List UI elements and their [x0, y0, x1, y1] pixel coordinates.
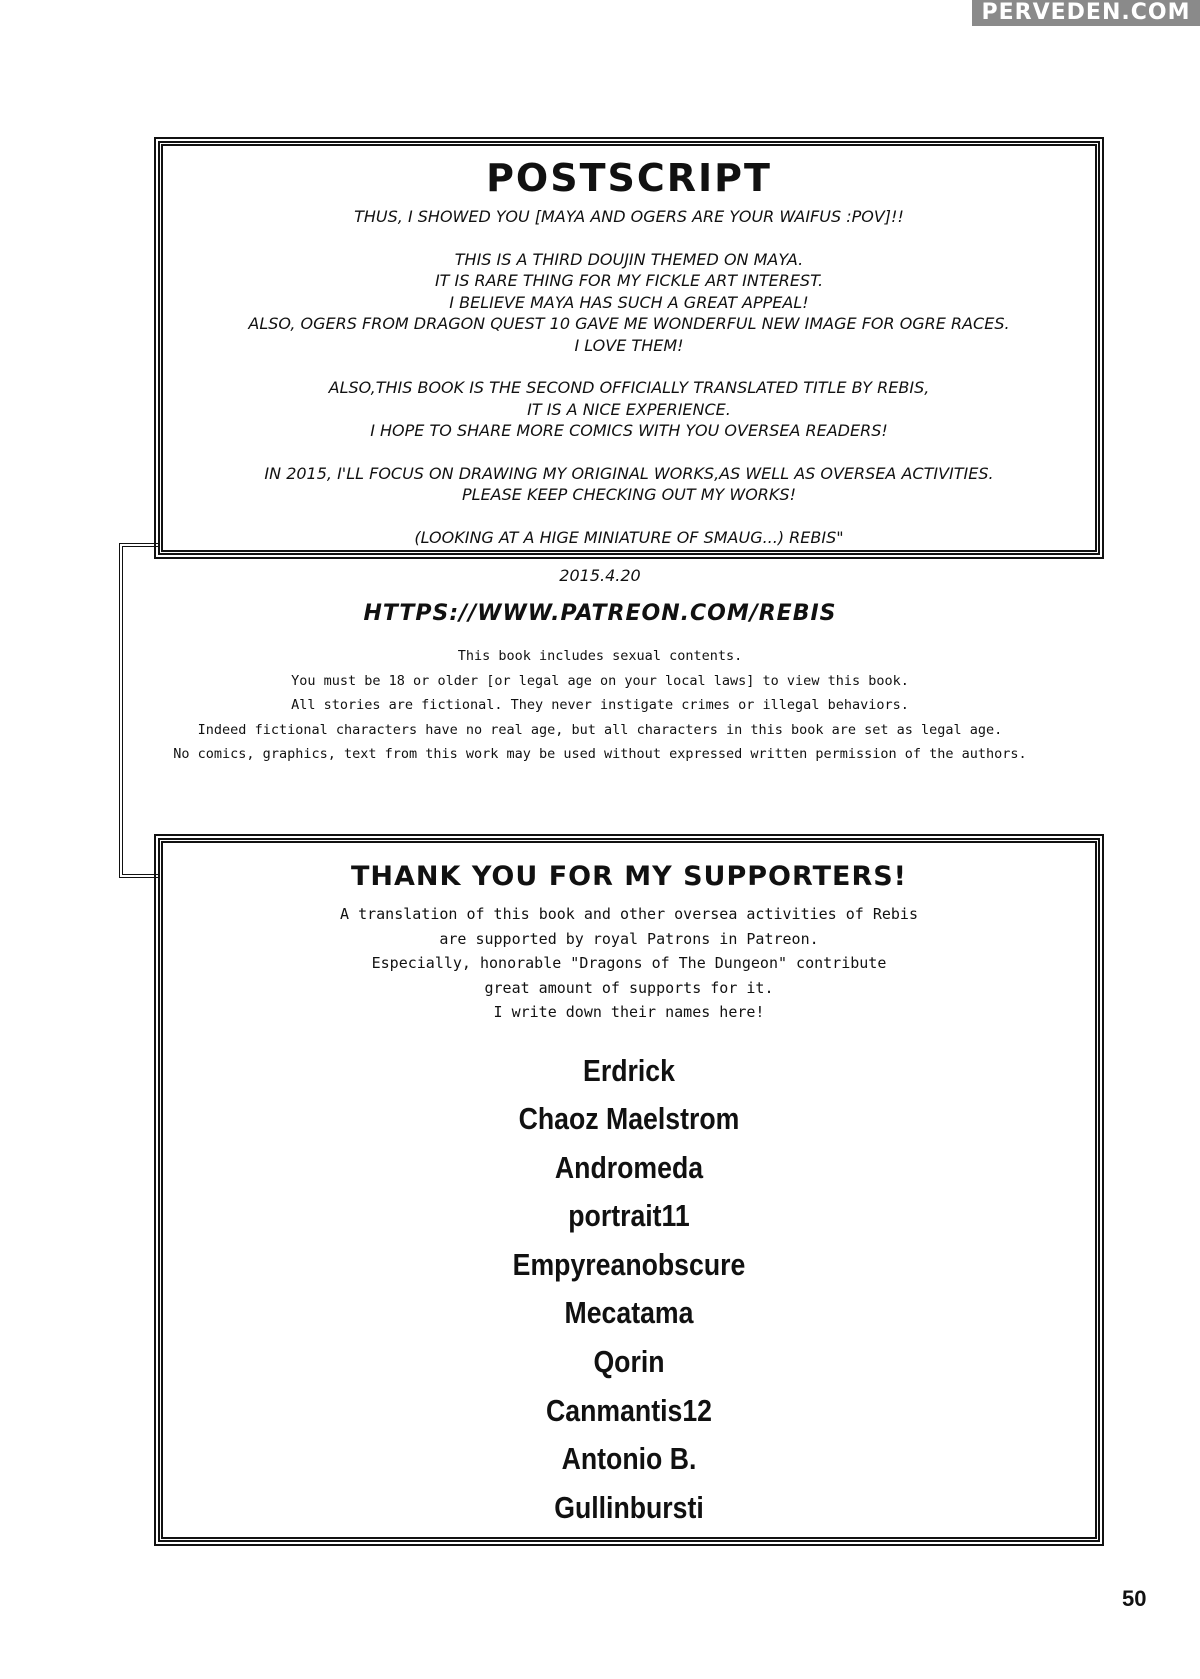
- postscript-date: 2015.4.20: [559, 566, 641, 585]
- supporter-name: Qorin: [593, 1344, 665, 1380]
- postscript-line: IT IS A NICE EXPERIENCE.: [527, 399, 731, 419]
- disclaimer-line: This book includes sexual contents.: [457, 648, 743, 664]
- supporter-name: Canmantis12: [546, 1392, 712, 1428]
- postscript-line: I BELIEVE MAYA HAS SUCH A GREAT APPEAL!: [449, 292, 809, 312]
- supporter-name: Mecatama: [564, 1295, 694, 1331]
- postscript-line: I HOPE TO SHARE MORE COMICS WITH YOU OVERSEA READERS!: [370, 421, 888, 440]
- patreon-url: HTTPS://WWW.PATREON.COM/REBIS: [363, 601, 837, 626]
- supporter-name: Empyreanobscure: [512, 1246, 746, 1282]
- supporter-name: portrait11: [568, 1198, 690, 1234]
- watermark: PERVEDEN.COM: [972, 0, 1200, 26]
- supporters-box: [158, 838, 1100, 1542]
- postscript-line: THIS IS A THIRD DOUJIN THEMED ON MAYA.: [454, 249, 804, 269]
- postscript-signature: (LOOKING AT A HIGE MINIATURE OF SMAUG...) REBIS": [414, 527, 844, 547]
- postscript-paragraph: [163, 206, 1095, 228]
- postscript-line: ALSO, OGERS FROM DRAGON QUEST 10 GAVE ME WONDERFUL NEW IMAGE FOR OGRE RACES.: [248, 314, 1010, 333]
- supporter-name: Chaoz Maelstrom: [518, 1101, 740, 1137]
- supporters-text-line: Especially, honorable "Dragons of The Dungeon" contribute: [371, 954, 887, 972]
- supporters-title: THANK YOU FOR MY SUPPORTERS!: [351, 861, 907, 892]
- postscript-paragraph: [163, 377, 1095, 442]
- postscript-paragraph: [163, 527, 1095, 549]
- supporters-text-line: great amount of supports for it.: [484, 978, 774, 997]
- disclaimer-line: Indeed fictional characters have no real age, but all characters in this book are set as legal age.: [197, 721, 1003, 738]
- postscript-line: ALSO,THIS BOOK IS THE SECOND OFFICIALLY TRANSLATED TITLE BY REBIS,: [328, 378, 930, 397]
- postscript-line: I LOVE THEM!: [574, 335, 684, 355]
- disclaimer-line: All stories are fictional. They never instigate crimes or illegal behaviors.: [291, 697, 909, 713]
- postscript-line: IN 2015, I'LL FOCUS ON DRAWING MY ORIGINAL WORKS,AS WELL AS OVERSEA ACTIVITIES.: [264, 463, 994, 483]
- postscript-title: POSTSCRIPT: [486, 156, 772, 200]
- disclaimer-line: You must be 18 or older [or legal age on your local laws] to view this book.: [291, 672, 909, 689]
- page-number: 50: [1122, 1586, 1147, 1611]
- supporter-name: Antonio B.: [561, 1441, 697, 1477]
- supporter-name: Andromeda: [554, 1149, 704, 1185]
- supporters-text-line: I write down their names here!: [493, 1003, 765, 1021]
- postscript-paragraph: [163, 463, 1095, 506]
- postscript-paragraph: [163, 249, 1095, 357]
- disclaimer: [0, 644, 1200, 767]
- supporters-text-line: are supported by royal Patrons in Patreon.: [439, 929, 819, 948]
- postscript-box: [158, 141, 1100, 555]
- supporters-text: [163, 902, 1095, 1025]
- postscript-body: [163, 206, 1095, 548]
- supporter-names: [163, 1047, 1095, 1533]
- postscript-line: PLEASE KEEP CHECKING OUT MY WORKS!: [462, 485, 796, 504]
- postscript-line: IT IS RARE THING FOR MY FICKLE ART INTEREST.: [434, 271, 824, 290]
- supporter-name: Erdrick: [583, 1052, 675, 1088]
- supporter-name: Gullinbursti: [554, 1489, 704, 1525]
- supporters-text-line: A translation of this book and other oversea activities of Rebis: [340, 905, 918, 923]
- disclaimer-line: No comics, graphics, text from this work may be used without expressed written permission of the authors.: [173, 746, 1027, 762]
- postscript-line: THUS, I SHOWED YOU [MAYA AND OGERS ARE YOUR WAIFUS :POV]!!: [354, 207, 904, 226]
